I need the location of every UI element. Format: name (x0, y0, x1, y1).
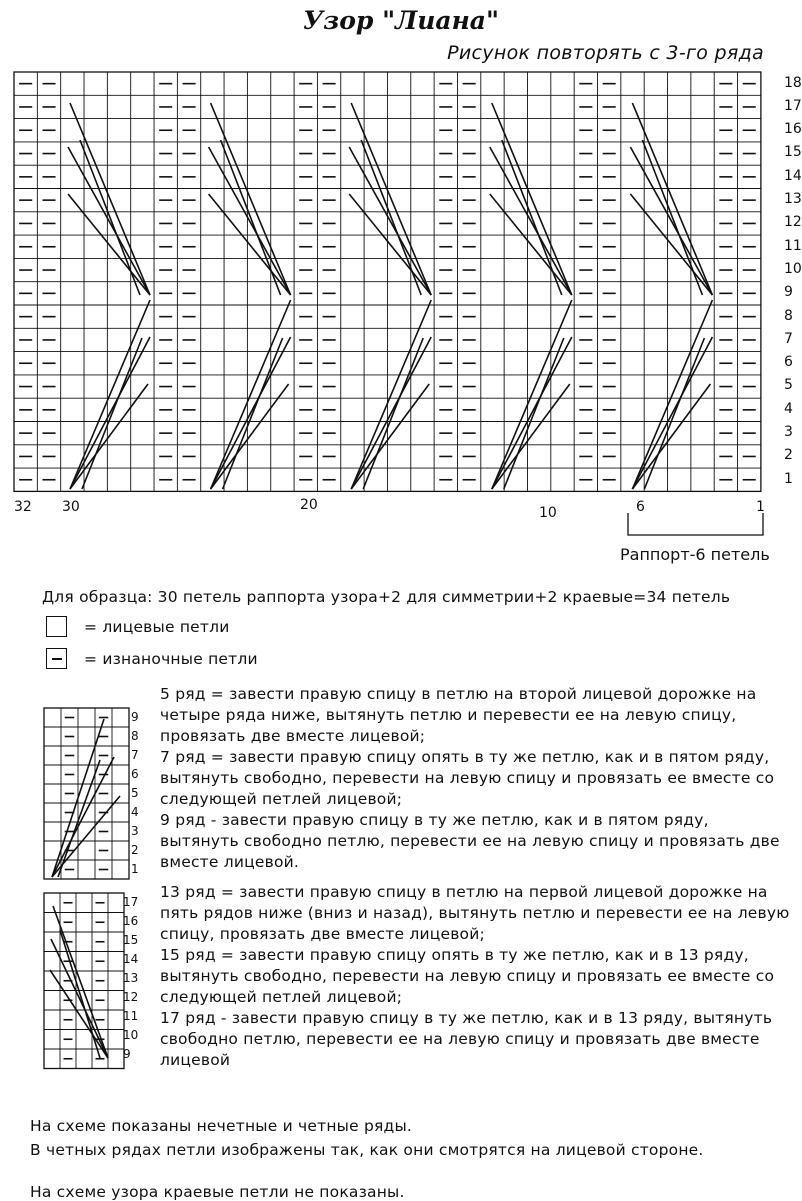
row-number: 1 (784, 470, 793, 487)
note-3: На схеме узора краевые петли не показаны. (30, 1183, 405, 1201)
column-label-6: 6 (636, 499, 645, 515)
lifted-stitch-line (223, 338, 283, 489)
lifted-stitch-line (70, 337, 150, 489)
row-number: 7 (784, 330, 793, 347)
row-number: 17 (123, 894, 139, 909)
row-number: 9 (131, 709, 139, 724)
instruction-line: четыре ряда ниже, вытянуть петлю и перевести ее на левую спицу, (160, 706, 737, 724)
row-number: 11 (784, 237, 802, 254)
instruction-line: 7 ряд = завести правую спицу опять в ту же петлю, как и в пятом ряду, (160, 748, 770, 766)
lifted-stitch-line (211, 103, 291, 295)
row-number: 6 (784, 354, 793, 371)
detail-a-stitch-line (58, 760, 100, 877)
column-label-10: 10 (539, 505, 557, 521)
row-number: 10 (123, 1027, 139, 1042)
row-number: 8 (784, 307, 793, 324)
legend-knit: = лицевые петли (84, 618, 230, 636)
instruction-line: вытянуть свободно, перевести на левую спицу и провязать ее вместе со (160, 967, 775, 985)
instructions-rows-13-17 (160, 882, 790, 1071)
row-number: 3 (784, 424, 793, 441)
row-number: 16 (123, 913, 139, 928)
sample-text: Для образца: 30 петель раппорта узора+2 для симметрии+2 краевые=34 петель (42, 588, 731, 606)
instruction-line: 5 ряд = завести правую спицу в петлю на второй лицевой дорожке на (160, 685, 757, 703)
lifted-stitch-line (209, 147, 291, 295)
lifted-stitch-line (82, 338, 142, 489)
instruction-line: вытянуть свободно петлю, перевести ее на левую спицу и провязать две (160, 832, 780, 850)
lifted-stitch-line (630, 147, 712, 295)
column-label-32: 32 (14, 499, 32, 515)
row-number: 15 (784, 144, 802, 161)
lifted-stitch-line (209, 194, 291, 295)
row-number: 17 (784, 97, 802, 114)
subtitle: Рисунок повторять с 3-го ряда (447, 42, 764, 64)
instructions-rows-5-9 (160, 684, 780, 873)
rapport-bracket (628, 513, 763, 535)
instruction-line: 9 ряд - завести правую спицу в ту же петлю, как и в пятом ряду, (160, 811, 709, 829)
column-label-30: 30 (62, 499, 80, 515)
row-number: 13 (784, 191, 802, 208)
lifted-stitch-line (492, 384, 570, 489)
instruction-line: лицевой (160, 1051, 231, 1069)
lifted-stitch-line (351, 337, 431, 489)
grid-border (44, 708, 129, 879)
row-number: 18 (784, 74, 802, 91)
lifted-stitch-line (351, 384, 429, 489)
note-2: В четных рядах петли изображены так, как они смотрятся на лицевой стороне. (30, 1141, 704, 1159)
instruction-line: вместе лицевой. (160, 853, 300, 871)
row-number: 11 (123, 1008, 139, 1023)
row-number: 7 (131, 747, 139, 762)
row-number: 13 (123, 970, 139, 985)
row-number: 5 (131, 785, 139, 800)
instruction-line: пять рядов ниже (вниз и назад), вытянуть петлю и перевести ее на левую (160, 904, 790, 922)
column-label-1: 1 (756, 499, 765, 515)
row-number: 10 (784, 260, 802, 277)
instruction-line: 13 ряд = завести правую спицу в петлю на первой лицевой дорожке на (160, 883, 768, 901)
row-number: 14 (784, 167, 802, 184)
lifted-stitch-line (349, 194, 431, 295)
column-label-20: 20 (300, 497, 318, 513)
grid-border (44, 893, 124, 1069)
instruction-line: 15 ряд = завести правую спицу опять в ту же петлю, как и в 13 ряду, (160, 946, 749, 964)
lifted-stitch-line (502, 140, 562, 295)
lifted-stitch-line (490, 194, 572, 295)
row-number: 5 (784, 377, 793, 394)
row-number: 9 (123, 1046, 131, 1061)
row-number: 15 (123, 932, 139, 947)
row-number: 3 (131, 823, 139, 838)
lifted-stitch-line (70, 103, 150, 295)
lifted-stitch-line (644, 338, 704, 489)
lifted-stitch-line (363, 338, 423, 489)
lifted-stitch-line (504, 338, 564, 489)
lifted-stitch-line (351, 103, 431, 295)
row-number: 6 (131, 766, 139, 781)
row-number: 9 (784, 284, 793, 301)
page-title: Узор "Лиана" (302, 6, 500, 35)
lifted-stitch-line (630, 194, 712, 295)
lifted-stitch-line (70, 384, 148, 489)
row-number: 4 (784, 400, 793, 417)
row-number: 14 (123, 951, 139, 966)
instruction-line: провязать две вместе лицевой; (160, 727, 426, 745)
rapport-label: Раппорт-6 петель (620, 545, 770, 564)
lifted-stitch-line (211, 384, 289, 489)
lifted-stitch-line (361, 140, 421, 295)
row-number: 12 (784, 214, 802, 231)
row-number: 4 (131, 804, 139, 819)
lifted-stitch-line (211, 337, 291, 489)
row-number: 2 (131, 842, 139, 857)
row-number: 1 (131, 861, 139, 876)
instruction-line: следующей петлей лицевой; (160, 988, 403, 1006)
row-number: 16 (784, 121, 802, 138)
lifted-stitch-line (221, 140, 281, 295)
row-number: 8 (131, 728, 139, 743)
instruction-line: следующей петлей лицевой; (160, 790, 403, 808)
instruction-line: спицу, провязать две вместе лицевой; (160, 925, 485, 943)
legend-purl: = изнаночные петли (84, 650, 258, 668)
note-1: На схеме показаны нечетные и четные ряды. (30, 1117, 413, 1135)
detail-b-stitch-line (50, 970, 108, 1058)
lifted-stitch-line (68, 147, 150, 295)
lifted-stitch-line (68, 194, 150, 295)
row-number: 2 (784, 447, 793, 464)
lifted-stitch-line (642, 140, 702, 295)
instruction-line: вытянуть свободно, перевести на левую спицу и провязать ее вместе со (160, 769, 775, 787)
instruction-line: свободно петлю, перевести ее на левую спицу и провязать две вместе (160, 1030, 760, 1048)
knit-stitch-symbol (46, 616, 67, 637)
purl-stitch-symbol (46, 648, 67, 669)
lifted-stitch-line (490, 147, 572, 295)
lifted-stitch-line (349, 147, 431, 295)
detail-b-stitch-line (53, 906, 108, 1058)
instruction-line: 17 ряд - завести правую спицу в ту же петлю, как и в 13 ряду, вытянуть (160, 1009, 773, 1027)
row-number: 12 (123, 989, 139, 1004)
